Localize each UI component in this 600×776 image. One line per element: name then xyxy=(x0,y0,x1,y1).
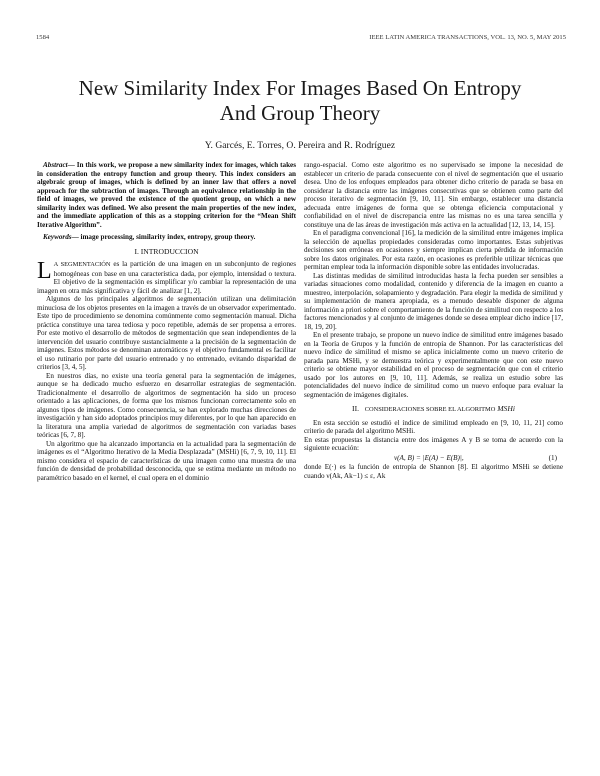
intro-paragraph-7: En el presente trabajo, se propone un nuevo índice de similitud entre imágenes basado en la Teoría de Grupos y la función de entropía de Shannon. Por las características del nuevo índice de similitud el mismo se aplica inicialmente como un nuevo criterio de parada para MSHi, y se demuestra teórica y experimentalmente que con este nuevo criterio se obtiene mayor estabilidad en el proceso de segmentación que con el criterio usado por los autores en [9, 10, 11]. Además, se realiza un estudio sobre las potencialidades del nuevo índice de similitud como un nuevo enfoque para evaluar la segmentación de imágenes digitales. xyxy=(304,331,563,399)
abstract-label: Abstract xyxy=(43,161,68,169)
intro-first-word: A SEGMENTACIÓN xyxy=(53,261,111,268)
intro-paragraph-3: En nuestros días, no existe una teoría general para la segmentación de imágenes, aunque se ha dedicado mucho esfuerzo en desarrollar estrategias de segmentación. Tradicionalmente el desarrollo de algoritmos de segmentación ha sido un proceso orientado a las aplicaciones, de forma que los mismos funcionan correctamente solo en algunos tipos de imágenes. Como consecuencia, se han explorado muchas direcciones de investigación y han sido adoptados principios muy diferentes, por lo que han aparecido en la literatura una amplia variedad de algoritmos de segmentación con variadas bases teóricas [6, 7, 8]. xyxy=(37,371,296,439)
keywords xyxy=(37,233,296,242)
intro-paragraph-4-continued: rango-espacial. Como este algoritmo es no supervisado se impone la necesidad de establecer un criterio de parada consecuente con el nivel de segmentación que el usuario desea. Uno de los enfoques empleados para obtener dicho criterio de parada se basa en considerar la distancia entre las imágenes consecutivas que se obtienen como parte del proceso iterativo de segmentación [9, 10, 11]. Sin embargo, establecer una distancia adecuada entre imágenes de forma que se obtenga eficiencia computacional y confiabilidad en el nivel de discrepancia entre las mismas no es una tarea sencilla y constituye una de las áreas de investigación más activa en la actualidad [12, 13, 14, 15]. xyxy=(304,161,563,229)
page-number: 1584 xyxy=(36,34,50,41)
abstract xyxy=(37,161,296,229)
section-2-paragraph-3: donde E(·) es la función de entropía de Shannon [8]. El algoritmo MSHi se detiene cuando ν(Ak, Ak−1) ≤ ε, Ak xyxy=(304,463,563,480)
section-2-number: II. xyxy=(352,404,360,413)
section-1-heading: I. INTRODUCCION xyxy=(134,246,199,256)
equation-1-number: (1) xyxy=(548,453,557,462)
paper-authors: Y. Garcés, E. Torres, O. Pereira and R. Rodríguez xyxy=(204,140,396,151)
drop-cap: L xyxy=(37,258,52,284)
paper-title: New Similarity Index For Images Based On Entropy And Group Theory xyxy=(78,76,522,125)
intro-paragraph-6: Las distintas medidas de similitud introducidas hasta la fecha pueden ser sensibles a variadas situaciones como modalidad, contenido y diferencia de la imagen en cuanto a muestreo, interpolación, solapamiento y degradación. Para elegir la medida de similitud y su implementación de manera apropiada, es a menudo deseable disponer de alguna información a priori sobre el comportamiento de la función de similitud con respecto a los factores mencionados y al conjunto de imágenes donde se desea emplear dicho índice [17, 18, 19, 20]. xyxy=(304,271,563,331)
abstract-text: — In this work, we propose a new similarity index for images, which takes in consideration the entropy function and group theory. This index considers an algebraic group of images, which is defined by an inner law that offers a novel approach for the subtraction of images. Through an equivalence relationship in the field of images, we proved the existence of the quotient group, on which a new similarity index was defined. We also present the main properties of the new index, and the immediate application of this as a stopping criterion for the “Mean Shift Iterative Algorithm”. xyxy=(37,161,296,229)
intro-paragraph-4: Un algoritmo que ha alcanzado importancia en la actualidad para la segmentación de imágenes es el “Algoritmo Iterativo de la Media Desplazada” (MSHi) [6, 7, 9, 10, 11]. El mismo considera el espacio de características de una imagen como una muestra de una función de densidad de probabilidad desconocida, que se estima mediante un método no paramétrico basado en el kernel, el cual opera en el dominio xyxy=(37,439,296,482)
section-2-title-math: MSHi xyxy=(497,404,515,413)
keywords-label: Keywords xyxy=(43,233,72,241)
equation-1-body: ν(A, B) = |E(A) − E(B)|, xyxy=(394,453,464,462)
right-column xyxy=(304,161,563,480)
section-2-paragraph-2: En estas propuestas la distancia entre dos imágenes A y B se toma de acuerdo con la siguiente ecuación: xyxy=(304,435,563,452)
journal-header: IEEE LATIN AMERICA TRANSACTIONS, VOL. 13, NO. 5, MAY 2015 xyxy=(369,34,566,41)
section-2-title: CONSIDERACIONES SOBRE EL ALGORITMO xyxy=(364,406,496,413)
intro-paragraph-5: En el paradigma convencional [16], la medición de la similitud entre imágenes implica la selección de aquellas propiedades consideradas como importantes. Estas subjetivas decisiones son erróneas en ocasiones y siempre implican cierta pérdida de información sobre los datos originales. Por esta razón, en ocasiones es preferible utilizar técnicas que permitan emplear toda la información disponible sobre las entidades involucradas. xyxy=(304,229,563,271)
section-2-heading xyxy=(304,405,563,415)
intro-paragraph-1 xyxy=(37,260,296,295)
section-2-paragraph-1: En esta sección se estudió el índice de similitud empleado en [9, 10, 11, 21] como criterio de parada del algoritmo MSHi. xyxy=(304,418,563,435)
equation-1 xyxy=(304,453,563,464)
left-column xyxy=(37,161,296,482)
intro-paragraph-1-text: es la partición de una imagen en un subconjunto de regiones homogéneas con base en una característica dada, por ejemplo, intensidad o textura. El objetivo de la segmentación es simplificar y/o cambiar la representación de una imagen en otra más significativa y fácil de analizar [1, 2]. xyxy=(37,260,297,295)
keywords-text: — image processing, similarity index, entropy, group theory. xyxy=(71,233,256,241)
intro-paragraph-2: Algunos de los principales algoritmos de segmentación utilizan una delimitación minuciosa de los objetos presentes en la imagen a través de un observador experimentado. Este tipo de procedimiento se denomina comúnmente como segmentación manual. Dicha práctica constituye una tarea tediosa y poco repetible, además de ser propensa a errores. Por este motivo el desarrollo de métodos de segmentación que sean independientes de la intervención del usuario contribuye sustancialmente a la precisión de la segmentación de imágenes. Estos métodos se denominan automáticos y el objetivo fundamental es facilitar el uso rutinario por parte del usuario entrenado y no entrenado, evitando disparidad de criterios [3, 4, 5]. xyxy=(37,295,296,371)
